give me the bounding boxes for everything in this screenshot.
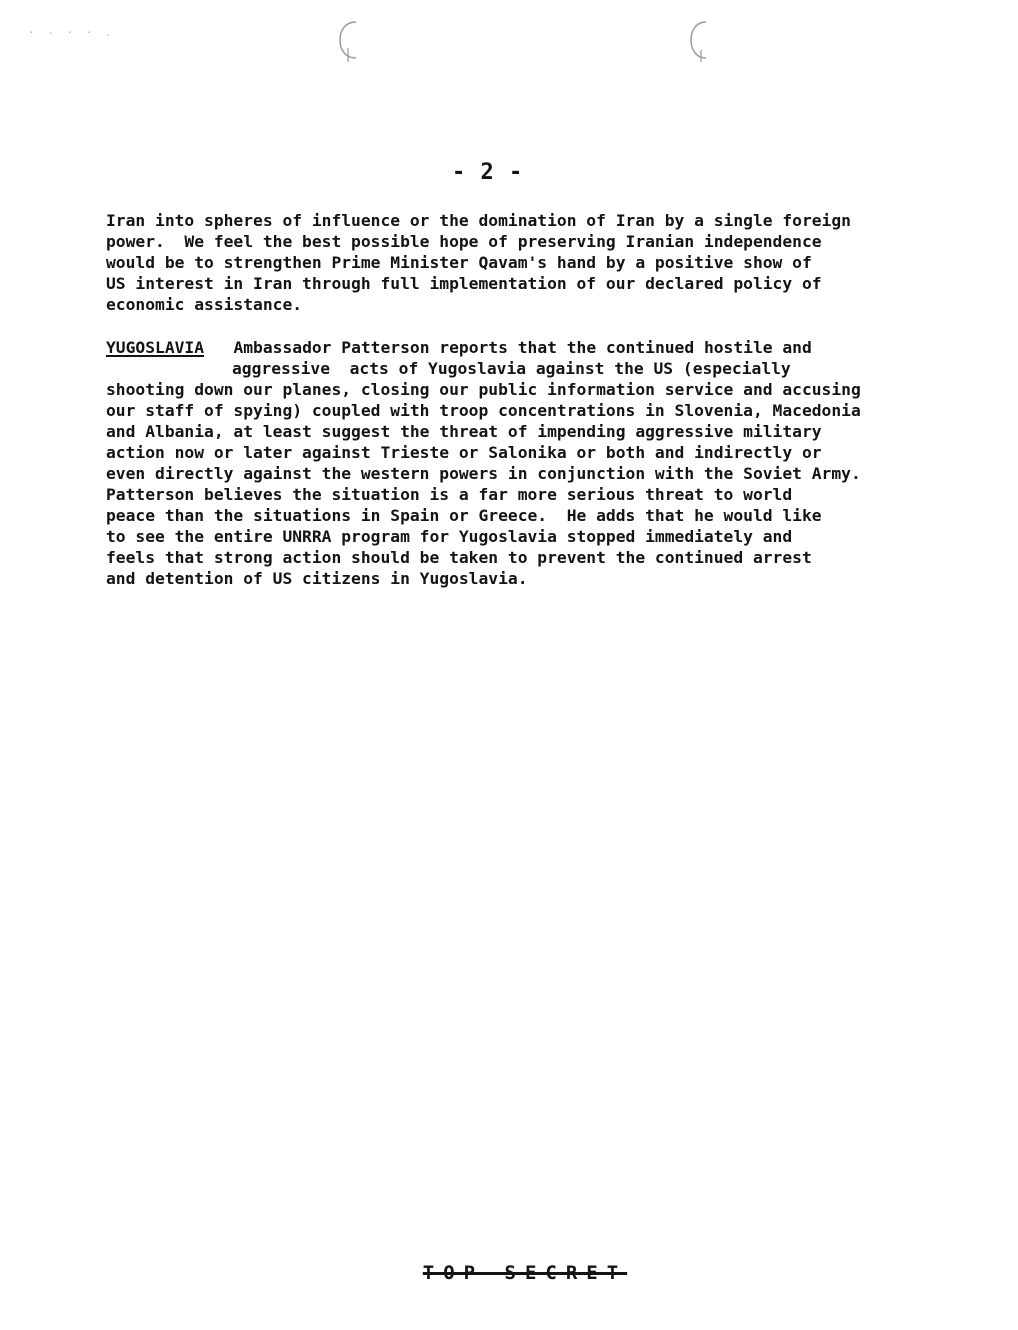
corner-marks: · - · · . — [28, 26, 115, 39]
text-line: to see the entire UNRRA program for Yugoslavia stopped immediately and — [106, 527, 793, 546]
text-line: Ambassador Patterson reports that the continued hostile and — [233, 338, 812, 357]
text-line: economic assistance. — [106, 295, 303, 314]
text-line: feels that strong action should be taken to prevent the continued arrest — [106, 548, 812, 567]
text-line: even directly against the western powers in conjunction with the Soviet Army. — [106, 464, 861, 483]
text-line: our staff of spying) coupled with troop concentrations in Slovenia, Macedonia — [106, 401, 861, 420]
section-heading-line — [106, 337, 812, 358]
text-line: aggressive acts of Yugoslavia against the US (especially — [232, 359, 791, 378]
text-line: would be to strengthen Prime Minister Qavam's hand by a positive show of — [106, 253, 812, 272]
text-line: power. We feel the best possible hope of preserving Iranian independence — [106, 232, 822, 251]
page-number: - 2 - — [452, 160, 524, 185]
text-line: and Albania, at least suggest the threat of impending aggressive military — [106, 422, 822, 441]
text-line: Iran into spheres of influence or the domination of Iran by a single foreign — [106, 211, 851, 230]
text-line: shooting down our planes, closing our public information service and accusing — [106, 380, 861, 399]
section-heading: YUGOSLAVIA — [106, 338, 205, 357]
text-line: peace than the situations in Spain or Greece. He adds that he would like — [106, 506, 822, 525]
text-line: action now or later against Trieste or Salonika or both and indirectly or — [106, 443, 822, 462]
punch-hole-right — [686, 18, 716, 62]
punch-hole-left — [334, 18, 364, 62]
classification-mark: TOP SECRET — [422, 1262, 628, 1284]
text-line: Patterson believes the situation is a far more serious threat to world — [106, 485, 793, 504]
text-line: US interest in Iran through full implementation of our declared policy of — [106, 274, 822, 293]
text-line: and detention of US citizens in Yugoslavia. — [106, 569, 528, 588]
